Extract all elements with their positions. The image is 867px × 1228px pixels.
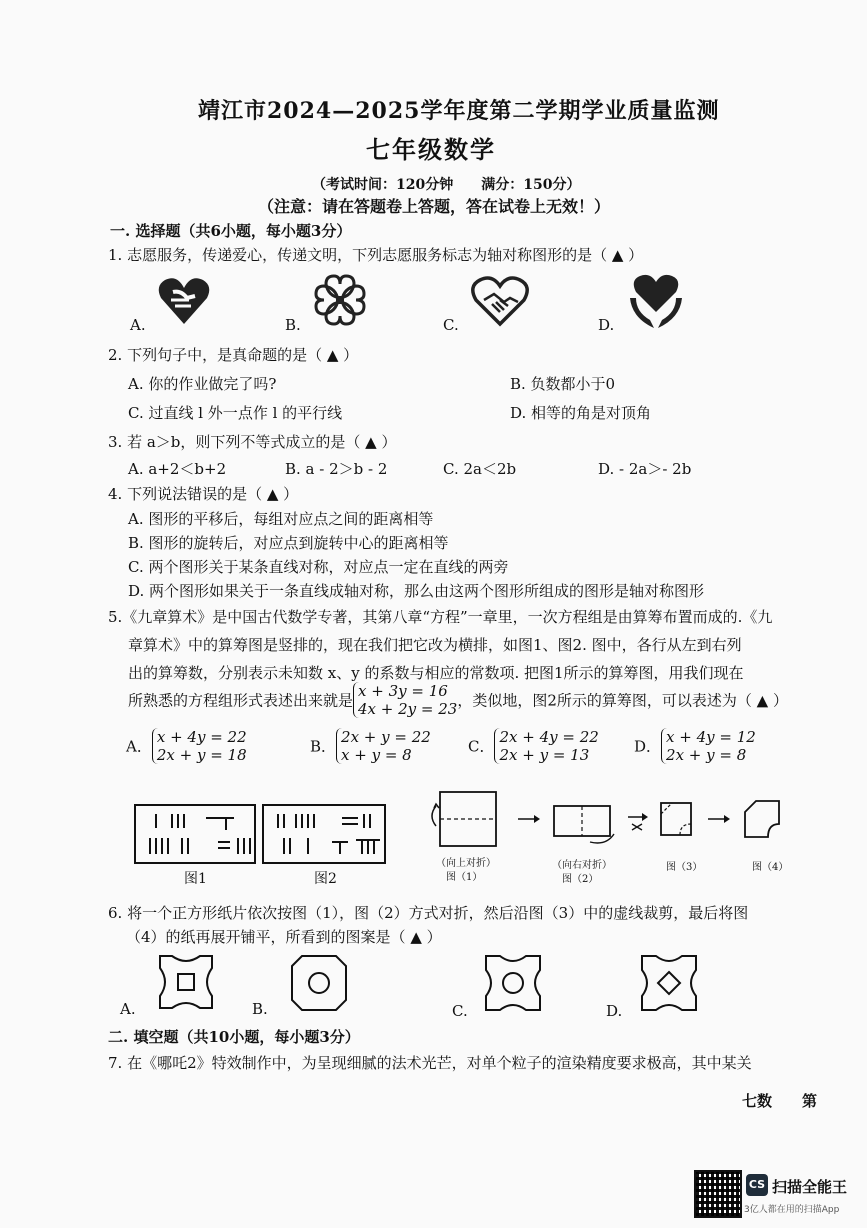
q2-option-b: B. 负数都小于0 [510,375,616,393]
q5-option-d-label: D． [634,737,662,756]
hands-holding-heart-logo-icon [626,270,686,332]
folding-step-2-diagram [550,800,622,846]
question-5-line-1: 5.《九章算术》是中国古代数学专著，其第八章“方程”一章里，一次方程组是由算筹布置而成的.《九 [108,608,773,626]
example-eq-2: 4x + 2y = 23 [358,700,458,718]
question-2-stem: 2. 下列句子中，是真命题的是（ ▲ ） [108,346,359,364]
arrow-scissors-icon [628,812,654,832]
counting-rod-figure-2 [262,804,386,864]
q3-option-a: A. a+2＜b+2 [128,460,227,478]
cut-shape-diagram [742,798,782,840]
q5-option-c-system: 2x + 4y = 22 2x + y = 13 [494,728,598,764]
question-5-line-3: 出的算筹数，分别表示未知数 x、y 的系数与相应的常数项. 把图1所示的算筹图，用我们现在 [128,664,744,682]
fig-3-caption: 图（3） [666,862,703,873]
question-3-stem: 3. 若 a＞b，则下列不等式成立的是（ ▲ ） [108,433,397,451]
q6-option-c-label: C. [452,1002,468,1020]
fold-step-2-caption: 图（2） [562,874,599,885]
q5-option-c-label: C． [468,737,495,756]
q5-option-d-system: x + 4y = 12 2x + y = 8 [661,728,756,764]
q2-option-d: D. 相等的角是对顶角 [510,404,652,422]
q2-option-a: A. 你的作业做完了吗? [128,375,277,393]
scanner-logo-icon: CS [746,1174,768,1196]
fold-step-1-caption: 图（1） [446,872,483,883]
q6-option-a-label: A. [120,1000,136,1018]
q4-option-a: A. 图形的平移后，每组对应点之间的距离相等 [128,510,434,528]
q6-option-b-pattern [290,954,348,1012]
exam-subtitle: 七年级数学 [366,135,496,164]
question-5-line-4-tail: ，类似地，图2所示的算筹图，可以表述为（ ▲ ） [457,691,788,710]
q5-option-a-system: x + 4y = 22 2x + y = 18 [152,728,247,764]
q1-option-d-label: D. [598,316,615,334]
q3-option-b: B. a - 2＞b - 2 [285,460,388,478]
q5-option-b [310,728,431,764]
qr-code-icon [694,1170,742,1218]
figure-2-caption: 图2 [314,871,337,887]
page-footer: 七数 第 [742,1092,818,1110]
q4-option-c: C. 两个图形关于某条直线对称，对应点一定在直线的两旁 [128,558,509,576]
fold-step-2-note: （向右对折） [552,860,612,871]
q6-option-a-pattern [158,954,214,1010]
counting-rod-figure-1 [134,804,256,864]
question-6-line-1: 6. 将一个正方形纸片依次按图（1），图（2）方式对折，然后沿图（3）中的虚线裁剪，最后将图 [108,904,749,922]
heart-hand-logo-icon [155,272,213,330]
exam-notice: （注意：请在答题卷上答题，答在试卷上无效！） [258,197,611,216]
q5-option-c [468,728,599,764]
arrow-right-icon [708,814,732,824]
question-1-stem: 1. 志愿服务，传递爱心，传递文明，下列志愿服务标志为轴对称图形的是（ ▲ ） [108,246,644,264]
arrow-right-icon [518,814,542,824]
section-heading-fill-in: 二. 填空题（共10小题，每小题3分） [108,1028,360,1046]
q4-option-b: B. 图形的旋转后，对应点到旋转中心的距离相等 [128,534,449,552]
handshake-heart-logo-icon [470,274,530,328]
q1-option-a-label: A. [130,316,146,334]
question-5-line-4-lead: 所熟悉的方程组形式表述出来就是 [128,691,354,710]
exam-info: （考试时间：120分钟 满分：150分） [312,177,581,193]
q5-option-d [634,728,756,764]
q5-option-b-system: 2x + y = 22 x + y = 8 [336,728,431,764]
example-equation-system [353,682,457,718]
exam-title: 靖江市2024—2025学年度第二学期学业质量监测 [198,98,720,124]
fold-step-1-note: （向上对折） [436,858,496,869]
fig-4-caption: 图（4） [752,862,789,873]
clover-heart-logo-icon [310,270,370,330]
example-eq-1: x + 3y = 16 [358,682,448,700]
question-5-line-2: 章算术》中的算筹图是竖排的，现在我们把它改为横排，如图1、图2. 图中，各行从左到右列 [128,636,742,654]
q3-option-d: D. - 2a＞- 2b [598,460,692,478]
question-5-line-4 [128,682,788,718]
q2-option-c: C. 过直线 l 外一点作 l 的平行线 [128,404,343,422]
q1-option-b-label: B. [285,316,301,334]
q1-option-c-label: C. [443,316,459,334]
question-6-line-2: （4）的纸再展开铺平，所看到的图案是（ ▲ ） [126,928,442,946]
folding-step-1-diagram [428,786,502,852]
scanner-tagline: 3亿人都在用的扫描App [744,1205,840,1215]
question-7-stem: 7. 在《哪吒2》特效制作中，为呈现细腻的法术光芒，对单个粒子的渲染精度要求极高，其中某关 [108,1054,752,1072]
section-heading-choice: 一. 选择题（共6小题，每小题3分） [110,222,352,240]
scanner-brand: 扫描全能王 [772,1178,848,1196]
question-4-stem: 4. 下列说法错误的是（ ▲ ） [108,485,299,503]
figure-1-caption: 图1 [184,871,207,887]
q5-option-a [126,728,247,764]
q6-option-b-label: B. [252,1000,268,1018]
folded-square-cut-diagram [658,800,694,840]
q5-option-b-label: B． [310,737,337,756]
q4-option-d: D. 两个图形如果关于一条直线成轴对称，那么由这两个图形所组成的图形是轴对称图形 [128,582,705,600]
q6-option-c-pattern [484,954,542,1012]
q5-option-a-label: A． [126,737,152,756]
q6-option-d-pattern [640,954,698,1012]
q3-option-c: C. 2a＜2b [443,460,517,478]
q6-option-d-label: D. [606,1002,623,1020]
